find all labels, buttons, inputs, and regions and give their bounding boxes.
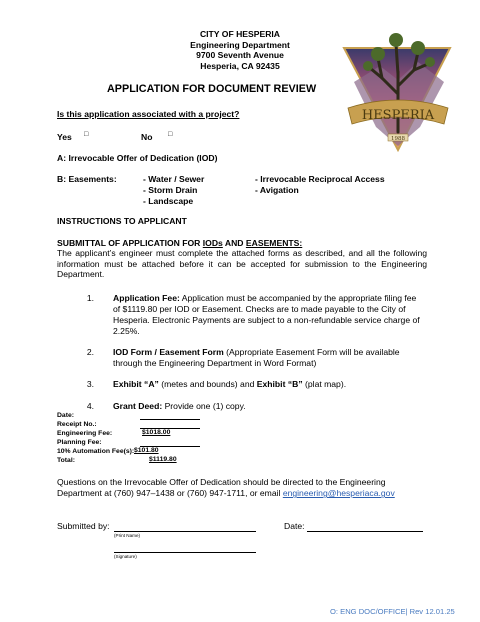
footer-revision: O: ENG DOC/OFFICE| Rev 12.01.25 bbox=[330, 607, 455, 616]
date-label: Date: bbox=[284, 521, 305, 531]
yes-checkbox[interactable]: □ bbox=[84, 131, 89, 138]
item-1-text: Application must be accompanied by the appropriate filing fee of $1119.80 per IOD or Easement. Checks are to made payable to the City of Hesperia. Electronic Payments are subject to a non-refundable service charge of 2.25%. bbox=[113, 293, 420, 336]
easement-list-2 bbox=[255, 174, 385, 196]
item-4 bbox=[113, 401, 425, 411]
department-name: Engineering Department bbox=[190, 39, 290, 50]
fee-automation-value: $101.80 bbox=[134, 447, 159, 454]
item-4-text: Provide one (1) copy. bbox=[162, 401, 246, 411]
item-1-number: 1. bbox=[86, 293, 94, 303]
fee-automation-label: 10% Automation Fee(s): bbox=[57, 448, 135, 456]
submittal-iods: IODs bbox=[202, 238, 223, 248]
hesperia-logo bbox=[340, 22, 455, 152]
item-4-title: Grant Deed: bbox=[113, 401, 163, 411]
yes-option[interactable] bbox=[57, 132, 72, 142]
fee-engineering-label: Engineering Fee: bbox=[57, 430, 113, 438]
city-state: Hesperia, CA 92435 bbox=[200, 60, 280, 71]
item-3 bbox=[113, 379, 425, 389]
signature-caption: (Signature) bbox=[114, 554, 137, 559]
submittal-easements: EASEMENTS: bbox=[245, 238, 303, 248]
project-question: Is this application associated with a project? bbox=[57, 109, 240, 119]
fee-total-value: $1119.80 bbox=[149, 456, 177, 463]
item-1-title: Application Fee: bbox=[113, 293, 180, 303]
submittal-prefix: SUBMITTAL OF APPLICATION FOR bbox=[57, 238, 203, 248]
yes-label: Yes bbox=[57, 132, 72, 142]
logo-text: HESPERIA bbox=[361, 108, 435, 123]
fee-total-label: Total: bbox=[57, 457, 75, 465]
item-2-text: (Appropriate Easement Form will be available through the Engineering Department in Word Format) bbox=[113, 347, 400, 368]
item-3-text-1: (metes and bounds) and bbox=[158, 379, 257, 389]
easement-list-1 bbox=[143, 174, 204, 207]
date-line[interactable] bbox=[307, 531, 423, 532]
submittal-and: AND bbox=[222, 238, 246, 248]
instructions-heading: INSTRUCTIONS TO APPLICANT bbox=[57, 216, 187, 226]
submittal-paragraph: The applicant’s engineer must complete the attached forms as described, and all the following information must be attached before it can be accepted for submission to the Engineering Department. bbox=[57, 248, 427, 280]
exhibit-a: Exhibit “A” bbox=[113, 379, 159, 389]
fee-date-line[interactable] bbox=[140, 419, 200, 420]
fee-receipt-label: Receipt No.: bbox=[57, 421, 97, 429]
section-a: A: Irrevocable Offer of Dedication (IOD) bbox=[57, 153, 218, 163]
easement-reciprocal-access: - Irrevocable Reciprocal Access bbox=[255, 174, 385, 184]
fee-engineering-value: $1018.00 bbox=[142, 429, 171, 436]
submitted-by-label: Submitted by: bbox=[57, 521, 110, 531]
street-address: 9700 Seventh Avenue bbox=[196, 50, 284, 60]
questions-text: Questions on the Irrevocable Offer of Dedication should be directed to the Engineering Department at (760) 947–1438 or (760) 947-1711, or email bbox=[57, 477, 386, 499]
fee-labels bbox=[57, 411, 134, 466]
section-b-label: B: Easements: bbox=[57, 174, 117, 184]
item-4-number: 4. bbox=[86, 401, 94, 411]
submittal-heading bbox=[57, 238, 302, 248]
easement-water-sewer: - Water / Sewer bbox=[143, 174, 205, 184]
city-name: CITY OF HESPERIA bbox=[199, 29, 281, 39]
page-title: APPLICATION FOR DOCUMENT REVIEW bbox=[107, 83, 317, 95]
signature-line[interactable] bbox=[114, 552, 256, 553]
print-name-line[interactable] bbox=[114, 531, 256, 532]
easement-avigation: - Avigation bbox=[255, 185, 299, 195]
logo-year: 1988 bbox=[391, 136, 405, 142]
item-3-number: 3. bbox=[86, 379, 94, 389]
no-checkbox[interactable]: □ bbox=[168, 131, 173, 138]
item-1 bbox=[113, 293, 425, 337]
fee-planning-label: Planning Fee: bbox=[57, 439, 102, 447]
easement-landscape: - Landscape bbox=[143, 196, 194, 206]
exhibit-b: Exhibit “B” bbox=[256, 379, 303, 389]
fee-date-label: Date: bbox=[57, 412, 74, 419]
no-option[interactable] bbox=[141, 132, 152, 142]
print-name-caption: (Print Name) bbox=[114, 533, 141, 538]
item-2-title: IOD Form / Easement Form bbox=[113, 347, 224, 357]
no-label: No bbox=[141, 132, 153, 142]
header-address bbox=[150, 29, 330, 71]
item-3-text-2: (plat map). bbox=[302, 379, 347, 389]
item-2 bbox=[113, 347, 425, 369]
email-link[interactable]: engineering@hesperiaca.gov bbox=[282, 488, 395, 499]
item-2-number: 2. bbox=[86, 347, 94, 357]
easement-storm-drain: - Storm Drain bbox=[143, 185, 198, 195]
questions-paragraph bbox=[57, 477, 432, 499]
